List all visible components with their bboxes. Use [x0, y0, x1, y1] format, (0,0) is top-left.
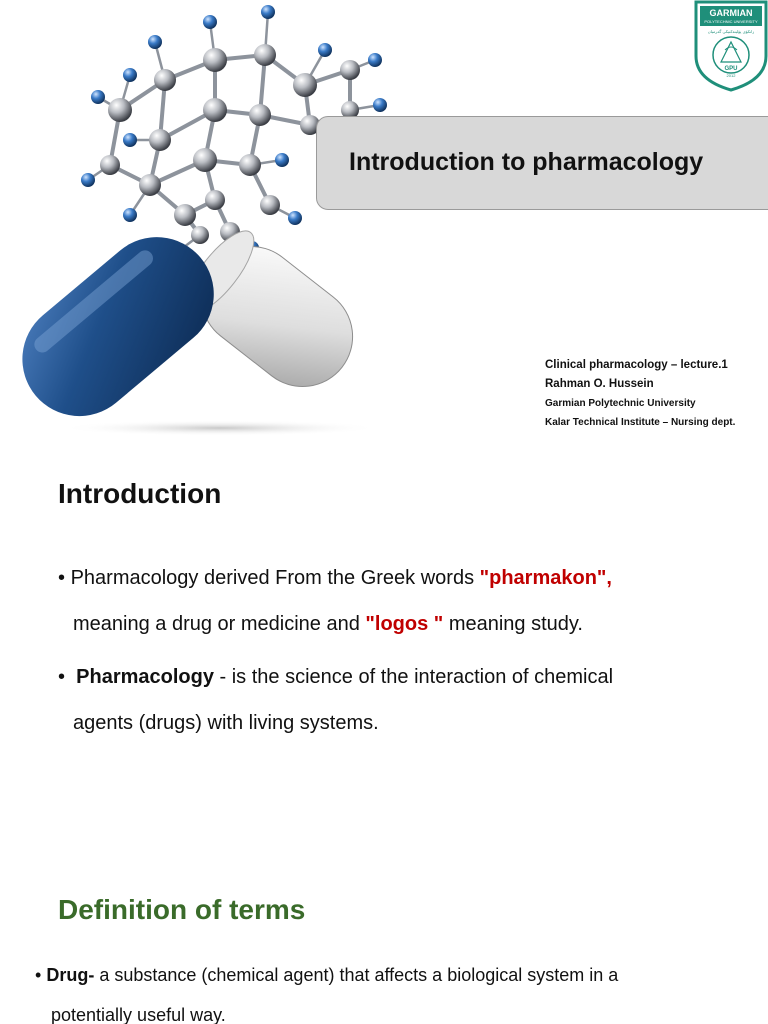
title-box [316, 116, 768, 210]
credit-university: Garmian Polytechnic University [545, 398, 696, 409]
credit-institute: Kalar Technical Institute – Nursing dept. [545, 417, 736, 428]
bullet-text: agents (drugs) with living systems. [73, 712, 379, 734]
bullet-text: meaning a drug or medicine and [73, 613, 366, 635]
definition-line [35, 955, 618, 995]
introduction-slide [0, 445, 768, 857]
term-logos: "logos " [365, 613, 444, 635]
definition-drug [35, 955, 618, 1024]
credit-author: Rahman O. Hussein [545, 378, 654, 390]
bullet-line [58, 601, 612, 647]
bullet-line [58, 555, 612, 601]
definition-text: potentially useful way. [51, 1005, 226, 1024]
slide-title: Introduction to pharmacology [349, 148, 704, 176]
bullet-line [58, 700, 613, 746]
credit-course: Clinical pharmacology – lecture.1 [545, 359, 728, 371]
logo-arabic: زانكۆی پۆلیتەكنیكی گەرمیان [707, 29, 755, 34]
term-pharmacology: Pharmacology [76, 666, 214, 688]
bullet-text: Pharmacology derived From the Greek words [65, 567, 480, 589]
credits-block [545, 356, 763, 432]
logo-name: GARMIAN [709, 8, 753, 18]
bullet-text: meaning study. [443, 613, 583, 635]
logo-year: 2012 [726, 73, 736, 78]
bullet-text: - is the science of the interaction of chemical [213, 666, 614, 688]
bullet-marker: • [58, 666, 66, 688]
definitions-heading: Definition of terms [58, 894, 306, 925]
molecule-capsule-illustration [0, 0, 420, 440]
capsule-blue-half [0, 214, 237, 440]
capsule-shadow [60, 420, 380, 436]
bullet-etymology [58, 555, 612, 647]
definition-text: a substance (chemical agent) that affects a biological system in a [94, 965, 619, 985]
term-pharmakon: "pharmakon", [479, 567, 612, 589]
bullet-definition [58, 654, 613, 746]
bullet-marker: • [35, 965, 42, 985]
introduction-heading: Introduction [58, 478, 222, 509]
bullet-line [58, 654, 613, 700]
title-slide [0, 0, 768, 445]
bullet-marker: • [58, 567, 66, 589]
definition-line [35, 995, 618, 1024]
logo-subtitle: POLYTECHNIC UNIVERSITY [704, 19, 758, 24]
definitions-slide [0, 857, 768, 1024]
term-drug: Drug- [46, 965, 95, 985]
logo-abbr: GPU [724, 66, 738, 72]
university-logo [694, 0, 768, 92]
